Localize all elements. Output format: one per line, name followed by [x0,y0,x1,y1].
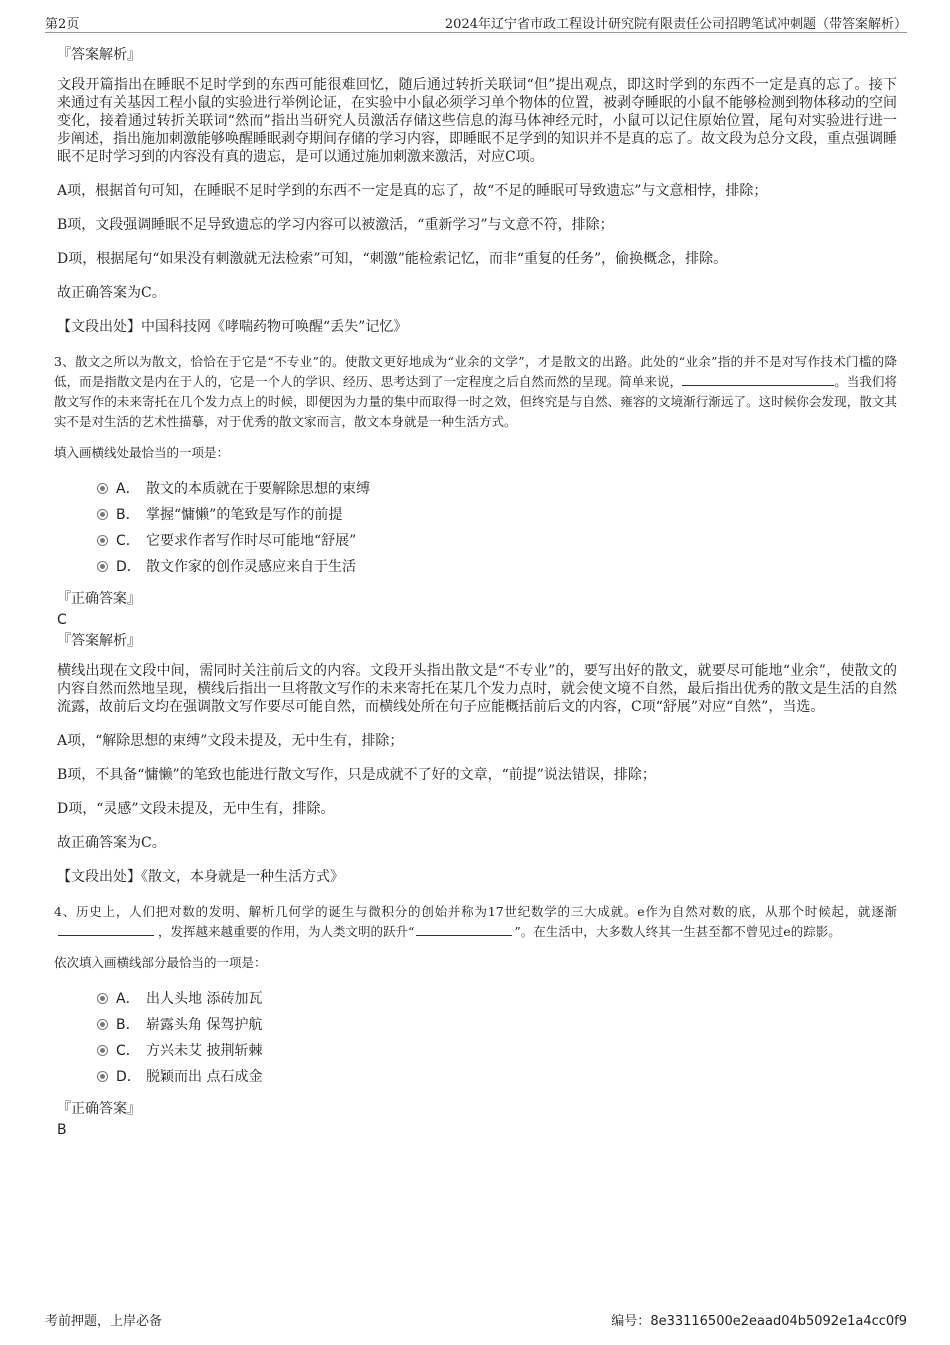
radio-button-icon[interactable] [97,483,108,494]
fill-blank-1 [58,923,154,936]
fill-blank-2 [416,923,512,936]
analysis-option-b: B项，文段强调睡眠不足导致遗忘的学习内容可以被激活，“重新学习”与文意不符，排除； [57,217,614,233]
analysis-option-a: A项，根据首句可知，在睡眠不足时学到的东西不一定是真的忘了，故“不足的睡眠可导致遗忘”与文意相悖，排除； [57,183,768,199]
option-b[interactable]: B． 崭露头角 保驾护航 [97,1016,897,1042]
passage-source: 【文段出处】《散文，本身就是一种生活方式》 [57,869,344,885]
page-footer [45,1310,907,1330]
main-content [54,46,897,1142]
option-c[interactable]: C． 它要求作者写作时尽可能地“舒展” [97,532,897,558]
radio-button-icon[interactable] [97,561,108,572]
analysis-label: 『答案解析』 [57,633,141,649]
analysis-option-a: A项，“解除思想的束缚”文段未提及，无中生有，排除； [57,733,404,749]
analysis-option-d: D项，“灵感”文段未提及，无中生有，排除。 [57,801,335,817]
option-d[interactable]: D． 脱颖而出 点石成金 [97,1068,897,1094]
radio-button-icon[interactable] [97,1019,108,1030]
analysis-option-b: B项，不具备“慵懒”的笔致也能进行散文写作，只是成就不了好的文章，“前提”说法错误，排除； [57,767,656,783]
option-c[interactable]: C． 方兴未艾 披荆斩棘 [97,1042,897,1068]
page-header [45,12,907,33]
option-a[interactable]: A． 出人头地 添砖加瓦 [97,990,897,1016]
question-4-prompt: 依次填入画横线部分最恰当的一项是： [54,955,267,970]
question-3-text [54,352,897,432]
document-code: 编号：8e33116500e2eaad04b5092e1a4cc0f9 [611,1314,907,1329]
page-number: 第2页 [45,17,80,32]
question-3-prompt: 填入画横线处最恰当的一项是： [54,445,230,460]
analysis-label: 『答案解析』 [57,47,141,63]
passage-source: 【文段出处】中国科技网《哮喘药物可唤醒“丢失”记忆》 [57,319,408,335]
question-4-text: 4、历史上，人们把对数的发明、解析几何学的诞生与微积分的创始并称为17世纪数学的三大成就。e作为自然对数的底，从那个时候起，就逐渐，发挥越来越重要的作用，为人类文明的跃升“ ”。在生活中，大多数人终其一生甚至都不曾见过e的踪影。 [54,904,897,939]
radio-button-icon[interactable] [97,509,108,520]
analysis-conclusion: 故正确答案为C。 [57,285,166,301]
correct-answer-label: 『正确答案』 [57,1101,141,1117]
analysis-conclusion: 故正确答案为C。 [57,835,166,851]
correct-answer: B [57,1122,67,1138]
option-b[interactable]: B． 掌握“慵懒”的笔致是写作的前提 [97,506,897,532]
correct-answer: C [57,612,67,628]
correct-answer-label: 『正确答案』 [57,591,141,607]
question-3-options [97,480,897,584]
fill-blank [682,373,834,386]
option-a[interactable]: A． 散文的本质就在于要解除思想的束缚 [97,480,897,506]
question-3-text-after: 。当我们将散文写作的未来寄托在几个发力点上的时候，即便因为力量的集中而取得一时之效，但终究是与自然、雍容的文境渐行渐远了。这时候你会发现，散文其实不是对生活的艺术性描摹，对于优秀的散文家而言，散文本身就是一种生活方式。 [54,374,897,429]
radio-button-icon[interactable] [97,993,108,1004]
radio-button-icon[interactable] [97,1071,108,1082]
question-3-text-before: 3、散文之所以为散文，恰恰在于它是“不专业”的。使散文更好地成为“业余的文学”，才是散文的出路。此处的“业余”指的并不是对写作技术门槛的降低，而是指散文是内在于人的，它是一个人的学识、经历、思考达到了一定程度之后自然而然的呈现。简单来说， [54,354,897,389]
option-d[interactable]: D． 散文作家的创作灵感应来自于生活 [97,558,897,584]
radio-button-icon[interactable] [97,535,108,546]
analysis-option-d: D项，根据尾句“如果没有刺激就无法检索”可知，“刺激”能检索记忆，而非“重复的任务”，偷换概念，排除。 [57,251,728,267]
document-title: 2024年辽宁省市政工程设计研究院有限责任公司招聘笔试冲刺题（带答案解析） [444,17,907,32]
radio-button-icon[interactable] [97,1045,108,1056]
footer-slogan: 考前押题，上岸必备 [45,1314,163,1329]
analysis-paragraph: 文段开篇指出在睡眠不足时学到的东西可能很难回忆，随后通过转折关联词“但”提出观点，即这时学到的东西不一定是真的忘了。接下来通过有关基因工程小鼠的实验进行举例论证，在实验中小鼠必须学习单个物体的位置，被剥夺睡眠的小鼠不能够检测到物体移动的空间变化，接着通过转折关联词“然而”指出当研究人员激活存储这些信息的海马体神经元时，小鼠可以记住原始位置，尾句对实验进行进一步阐述，指出施加刺激能够唤醒睡眠剥夺期间存储的学习内容，即睡眠不足学到的知识并不是真的忘了。故文段为总分文段，重点强调睡眠不足时学习到的内容没有真的遗忘，是可以通过施加刺激来激活，对应C项。 [57,77,897,165]
question-4-options [97,990,897,1094]
analysis-paragraph: 横线出现在文段中间，需同时关注前后文的内容。文段开头指出散文是“不专业”的，要写出好的散文，就要尽可能地“业余”，使散文的内容自然而然地呈现，横线后指出一旦将散文写作的未来寄托在某几个发力点时，就会使文境不自然，最后指出优秀的散文是生活的自然流露，故前后文均在强调散文写作要尽可能自然，而横线处所在句子应能概括前后文的内容，C项“舒展”对应“自然”，当选。 [57,663,897,715]
